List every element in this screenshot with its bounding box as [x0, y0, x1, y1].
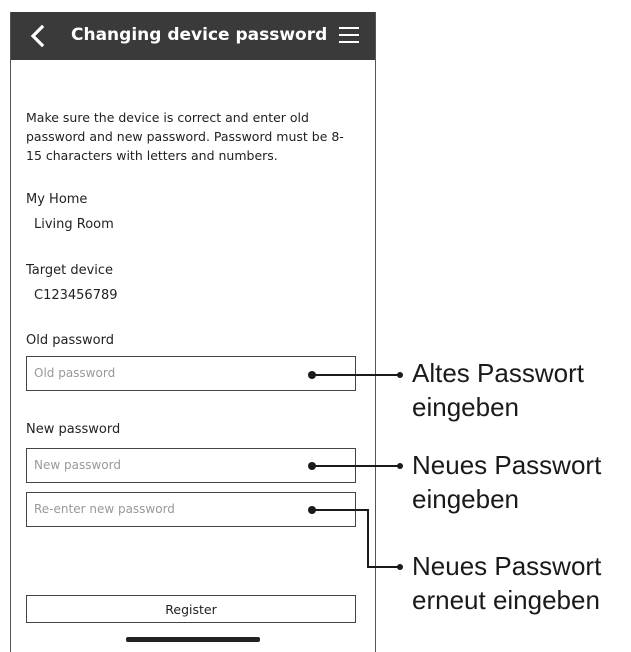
callout-new-password [412, 448, 601, 516]
callout-line1: Altes Passwort [412, 358, 584, 388]
callout-line2: eingeben [412, 392, 519, 422]
phone-screen [10, 12, 376, 652]
callout-old-password [412, 356, 584, 424]
target-device-label: Target device [26, 263, 114, 278]
callout-line2: erneut eingeben [412, 585, 600, 615]
app-bar [11, 12, 375, 60]
reenter-password-field[interactable] [26, 492, 356, 527]
hamburger-menu-icon[interactable] [339, 27, 359, 45]
target-device-value: C123456789 [34, 288, 118, 303]
old-password-field[interactable] [26, 356, 356, 391]
back-chevron-icon[interactable] [25, 23, 51, 49]
home-indicator [126, 637, 260, 642]
callout-line1: Neues Passwort [412, 551, 602, 581]
reenter-password-input[interactable] [27, 493, 334, 524]
new-password-field[interactable] [26, 448, 356, 483]
register-button[interactable]: Register [26, 595, 356, 623]
old-password-label: Old password [26, 333, 114, 348]
callout-line2: eingeben [412, 484, 519, 514]
home-label: My Home [26, 192, 88, 207]
callout-line1: Neues Passwort [412, 450, 602, 480]
callout-reenter-password [412, 549, 601, 617]
old-password-input[interactable] [27, 357, 334, 388]
page-title: Changing device password [71, 25, 328, 45]
home-value: Living Room [34, 217, 114, 232]
intro-text: Make sure the device is correct and enter old password and new password. Password must be 8-15 characters with letters and numbers. [26, 110, 344, 163]
new-password-label: New password [26, 422, 121, 437]
new-password-input[interactable] [27, 449, 334, 480]
